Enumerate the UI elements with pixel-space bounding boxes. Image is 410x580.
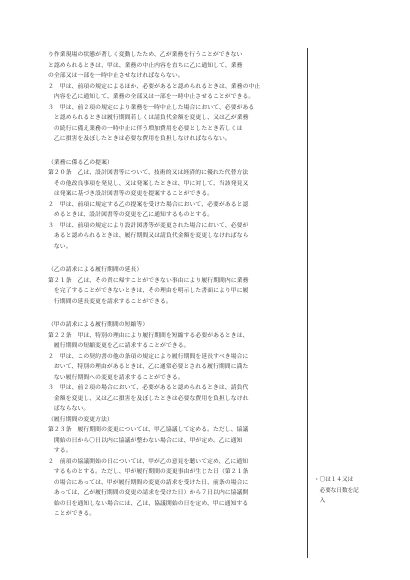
text-line: 履行期間の短縮変更を乙に請求することができる。 [48,343,190,349]
margin-divider [307,48,308,558]
text-line: するものとする。ただし、甲が履行期間の変更事由が生じた日（第２１条 [48,469,249,475]
text-line: ２ 前項の協議開始の日については、甲が乙の意見を聴いて定め、乙に通知 [48,458,249,465]
text-line: する。 [48,448,72,454]
section-21 [48,276,300,308]
section-21-heading: （乙の請求による履行期間の延長） [48,267,143,273]
text-line: は発案に基づき設計図書等の変更を提案することができる。 [48,191,214,197]
text-line: と認められるときは、甲は、業務の中止内容を直ちに乙に通知して、業務 [48,62,243,69]
paragraph-block1 [48,50,300,82]
text-line: おいて、特別の理由があるときは、乙に通常必要とされる履行期間に満た [48,364,249,370]
text-line: を完了することができないときは、その理由を明示した書面により甲に履 [48,288,249,294]
text-line: 始の日を通知しない場合には、乙は、協議開始の日を定め、甲に通知する [48,500,249,507]
text-line: ３ 甲は、前２項の規定により業務を一時中止した場合において、必要がある [48,104,255,111]
section-20 [48,168,300,252]
text-line: 内容を乙に通知して、業務の全部又は一部を一時中止させることができる。 [48,94,255,100]
text-line: 乙に損害を及ぼしたときは必要な費用を負担しなければならない。 [48,136,231,142]
text-line: ２ 甲は、前項に規定する乙の提案を受けた場合において、必要があると認 [48,201,249,208]
note-line: ・〇は１４又は [314,477,354,483]
text-line: 行期間の延長変更を請求することができる。 [48,298,172,305]
text-line: ３ 甲は、前項の規定により設計図書等が変更された場合において、必要が [48,222,249,229]
text-line: 金額を変更し、又は乙に損害を及ぼしたときは必要な費用を負担しなけれ [48,395,249,402]
text-line: ない。 [48,243,72,250]
note-line: 入 [314,498,326,504]
text-line: の全部又は一部を一時中止させなければならない。 [48,73,184,79]
text-line: ばならない。 [48,406,90,412]
text-line: の続行に備え業務の一時中止に伴う増加費用を必要としたとき若しくは [48,125,243,132]
text-line: ２ 甲は、この契約書の他の条項の規定により履行期間を延長すべき場合に [48,353,249,360]
text-line: 第２３条 履行期間の変更については、甲乙協議して定める。ただし、協議 [48,427,249,433]
text-line: ３ 甲は、前２項の場合において、必要があると認められるときは、請負代 [48,385,249,391]
text-line: めるときは、設計図書等の変更を乙に通知するものとする。 [48,212,214,218]
section-23-heading: （履行期間の変更方法） [48,416,113,423]
text-line: ことができる。 [48,511,96,517]
section-23 [48,425,300,520]
text-line: 第２０条 乙は、設計図書等について、技術的又は経済的に優れた代替方法 [48,170,249,176]
text-line: その他改良事項を発見し、又は発案したときは、甲に対して、当該発見又 [48,180,249,187]
text-line: 開始の日から〇日以内に協議が整わない場合には、甲が定め、乙に通知 [48,437,243,444]
section-20-heading: （業務に係る乙の提案） [48,159,113,166]
text-line: 第２１条 乙は、その責に帰すことができない事由により履行期間内に業務 [48,277,249,284]
text-line: あっては、乙が履行期間の変更の請求を受けた日）から７日以内に協議開 [48,490,249,496]
section-22 [48,331,300,415]
text-line: ２ 甲は、前項の規定によるほか、必要があると認められるときは、業務の中止 [48,83,261,90]
section-22-heading: （甲の請求による履行期間の短縮等） [48,322,149,328]
text-line: と認められるときは履行期間若しくは請負代金額を変更し、又は乙が業務 [48,115,249,121]
text-line: り作業現場の状態が著しく変動したため、乙が業務を行うことができない [48,52,243,58]
text-line: 第２２条 甲は、特別の理由により履行期間を短縮する必要があるときは、 [48,332,249,339]
margin-note [314,475,394,507]
contract-body [48,50,300,520]
paragraph-block2 [48,82,300,145]
text-line: の場合にあっては、甲が履行期間の変更の請求を受けた日、前条の場合に [48,479,249,486]
text-line: あると認められるときは、履行期間又は請負代金額を変更しなければなら [48,233,249,239]
note-line: 必要な日数を記 [314,487,359,494]
text-line: ない履行期間への変更を請求することができる。 [48,374,184,381]
